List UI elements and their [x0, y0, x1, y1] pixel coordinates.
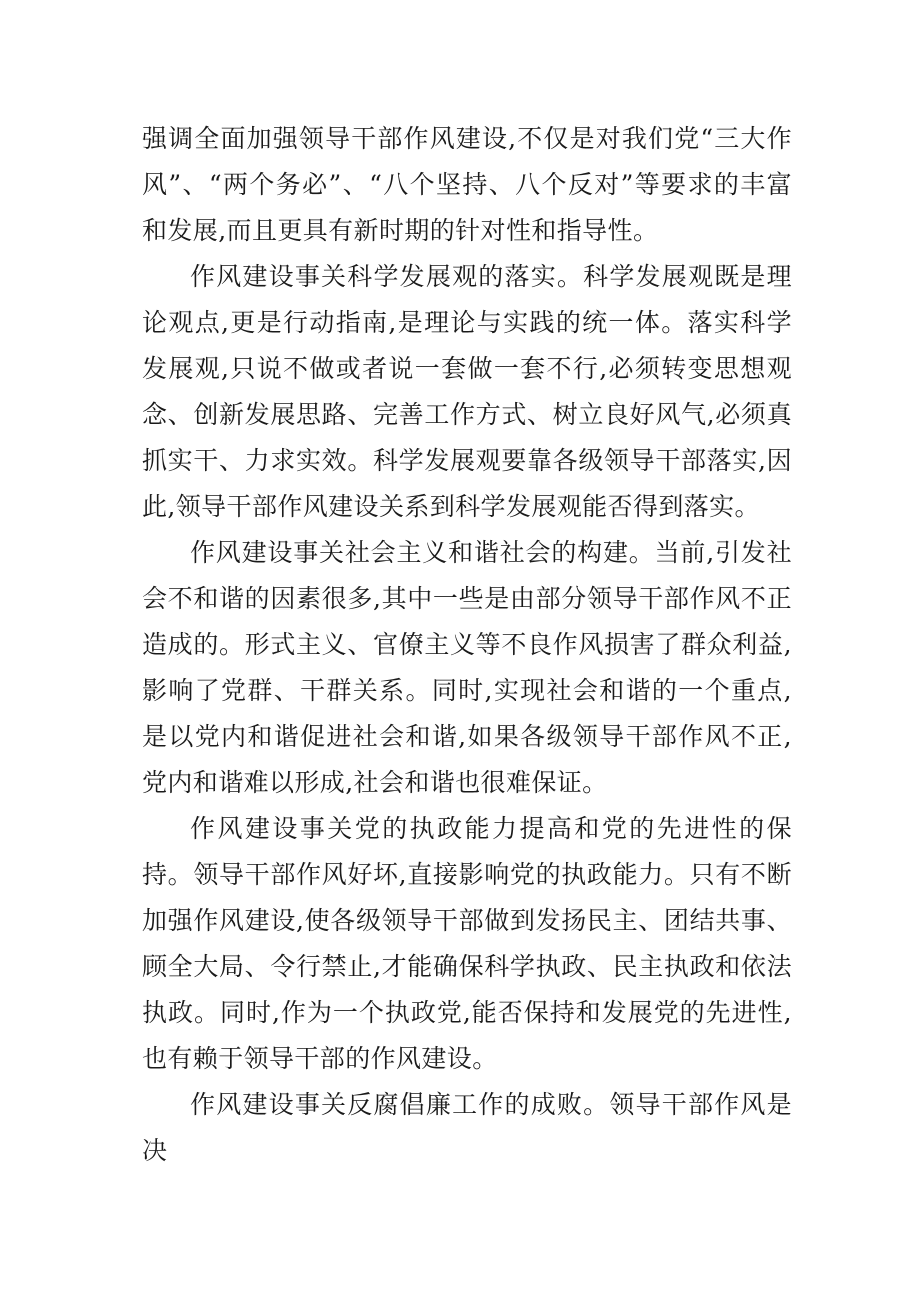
document-body: [142, 116, 792, 1174]
paragraph-scientific-development: 作风建设事关科学发展观的落实。科学发展观既是理论观点,更是行动指南,是理论与实践的统一体。落实科学发展观,只说不做或者说一套做一套不行,必须转变思想观念、创新发展思路、完善工作方式、树立良好风气,必须真抓实干、力求实效。科学发展观要靠各级领导干部落实,因此,领导干部作风建设关系到科学发展观能否得到落实。: [142, 262, 792, 521]
paragraph-continued: 强调全面加强领导干部作风建设,不仅是对我们党“三大作风”、“两个务必”、“八个坚持、八个反对”等要求的丰富和发展,而且更具有新时期的针对性和指导性。: [142, 124, 792, 245]
paragraph-harmonious-society: 作风建设事关社会主义和谐社会的构建。当前,引发社会不和谐的因素很多,其中一些是由部分领导干部作风不正造成的。形式主义、官僚主义等不良作风损害了群众利益,影响了党群、干群关系。同时,实现社会和谐的一个重点,是以党内和谐促进社会和谐,如果各级领导干部作风不正,党内和谐难以形成,社会和谐也很难保证。: [142, 538, 792, 797]
paragraph-anti-corruption: 作风建设事关反腐倡廉工作的成败。领导干部作风是决: [142, 1090, 792, 1165]
paragraph-governing-capacity: 作风建设事关党的执政能力提高和党的先进性的保持。领导干部作风好坏,直接影响党的执政能力。只有不断加强作风建设,使各级领导干部做到发扬民主、团结共事、顾全大局、令行禁止,才能确保科学执政、民主执政和依法执政。同时,作为一个执政党,能否保持和发展党的先进性,也有赖于领导干部的作风建设。: [142, 814, 792, 1073]
